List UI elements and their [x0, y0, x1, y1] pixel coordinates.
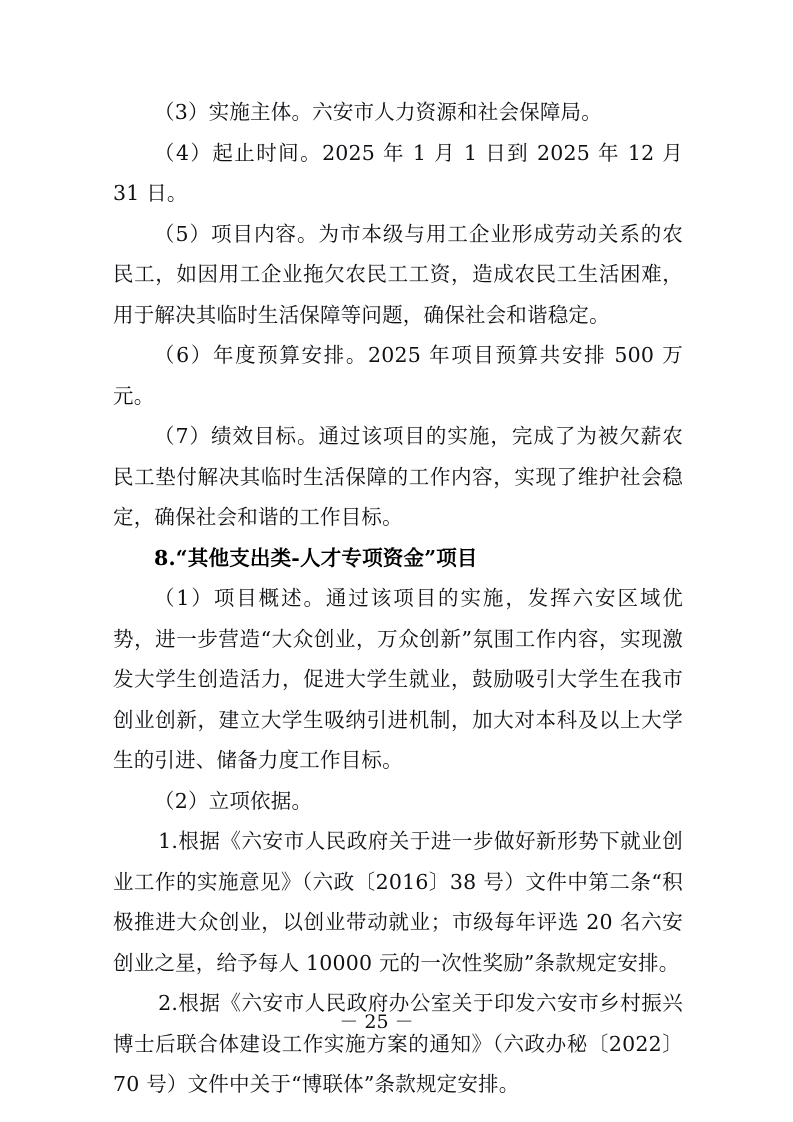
- paragraph-basis-item-2: 2.根据《六安市人民政府办公室关于印发六安市乡村振兴博士后联合体建设工作实施方案的通知》（六政办秘〔2022〕70 号）文件中关于“博联体”条款规定安排。: [113, 991, 683, 1096]
- paragraph-duration: （4）起止时间。2025 年 1 月 1 日到 2025 年 12 月 31 日。: [113, 140, 683, 205]
- paragraph-project-content: （5）项目内容。为市本级与用工企业形成劳动关系的农民工，如因用工企业拖欠农民工工资，造成农民工生活困难，用于解决其临时生活保障等问题，确保社会和谐稳定。: [113, 221, 683, 327]
- section-heading-8: 8.“其他支出类-人才专项资金”项目: [154, 545, 478, 570]
- paragraph-implementing-body: （3）实施主体。六安市人力资源和社会保障局。: [154, 100, 602, 124]
- paragraph-project-basis: （2）立项依据。: [154, 788, 313, 813]
- paragraph-annual-budget: （6）年度预算安排。2025 年项目预算共安排 500 万元。: [113, 343, 683, 408]
- paragraph-project-overview: （1）项目概述。通过该项目的实施，发挥六安区域优势，进一步营造“大众创业，万众创新”氛围工作内容，实现激发大学生创造活力，促进大学生就业，鼓励吸引大学生在我市创业创新，建立大学生吸纳引进机制，加大对本科及以上大学生的引进、储备力度工作目标。: [113, 586, 683, 772]
- page-number: － 25 －: [339, 1011, 414, 1033]
- paragraph-performance-goal: （7）绩效目标。通过该项目的实施，完成了为被欠薪农民工垫付解决其临时生活保障的工作内容，实现了维护社会稳定，确保社会和谐的工作目标。: [113, 424, 683, 529]
- paragraph-basis-item-1: 1.根据《六安市人民政府关于进一步做好新形势下就业创业工作的实施意见》（六政〔2016〕38 号）文件中第二条“积极推进大众创业，以创业带动就业；市级每年评选 20 名六安创业之星，给予每人 10000 元的一次性奖励”条款规定安排。: [113, 829, 683, 975]
- page-content: [113, 92, 683, 1105]
